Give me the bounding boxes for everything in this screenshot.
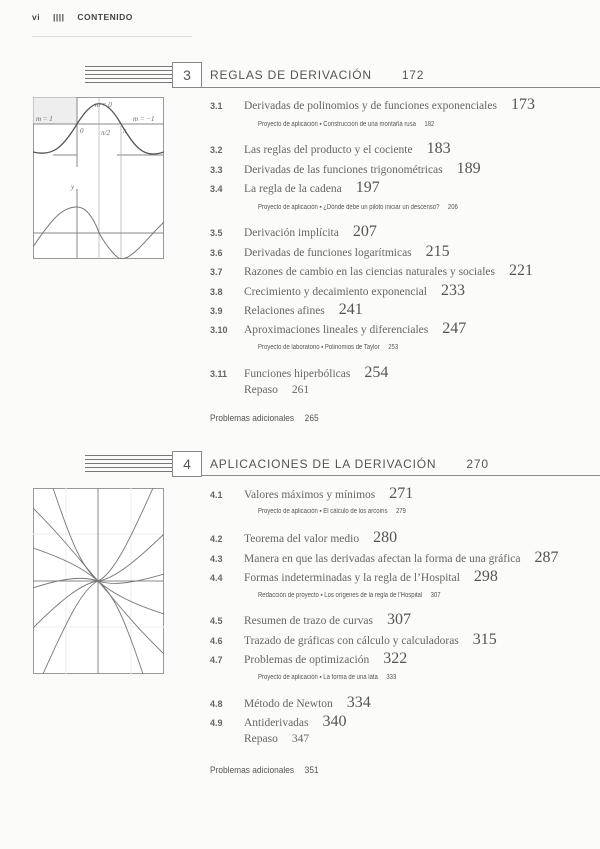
chapter-number: 3 bbox=[172, 62, 202, 88]
entry-title: Trazado de gráficas con cálculo y calculadoras bbox=[244, 635, 459, 647]
section-number: 4.3 bbox=[210, 554, 223, 564]
chapter-title bbox=[210, 68, 424, 82]
entry-title: Derivadas de funciones logarítmicas bbox=[244, 247, 412, 259]
entry-page: 287 bbox=[534, 549, 559, 566]
toc-project-entry bbox=[258, 121, 434, 128]
section-number: 3.8 bbox=[210, 287, 223, 297]
toc-section-entry bbox=[210, 223, 377, 241]
entry-page: 207 bbox=[352, 223, 377, 240]
toc-section-entry bbox=[210, 485, 413, 503]
entry-title: Las reglas del producto y el cociente bbox=[244, 144, 413, 156]
label-zero: 0 bbox=[80, 127, 84, 135]
entry-page: 334 bbox=[346, 694, 371, 711]
entry-page: 254 bbox=[364, 364, 389, 381]
chapter-number: 4 bbox=[172, 451, 202, 477]
entry-title: Crecimiento y decaimiento exponencial bbox=[244, 286, 427, 298]
entry-title: Proyecto de aplicación ▪ Construcción de una montaña rusa bbox=[258, 121, 416, 128]
entry-page: 280 bbox=[373, 529, 398, 546]
toc-review-entry bbox=[244, 384, 309, 396]
entry-title: Repaso bbox=[244, 384, 278, 396]
toc-section-entry bbox=[210, 320, 466, 338]
section-number: 4.1 bbox=[210, 490, 223, 500]
toc-section-entry bbox=[210, 140, 451, 158]
section-number: 4.2 bbox=[210, 534, 223, 544]
entry-page: 279 bbox=[395, 508, 406, 515]
entry-page: 183 bbox=[426, 140, 451, 157]
entry-title: Proyecto de aplicación ▪ ¿Dónde debe un piloto iniciar un descenso? bbox=[258, 204, 440, 211]
entry-page: 265 bbox=[304, 413, 319, 424]
entry-page: 261 bbox=[291, 384, 310, 396]
entry-page: 215 bbox=[425, 243, 450, 260]
entry-title: Problemas adicionales bbox=[210, 413, 295, 424]
entry-title: Derivación implícita bbox=[244, 227, 339, 239]
entry-title: Teorema del valor medio bbox=[244, 533, 360, 545]
entry-page: 307 bbox=[387, 611, 412, 628]
header-separator: |||| bbox=[52, 12, 65, 22]
toc-problems-entry bbox=[210, 765, 319, 776]
section-number: 4.6 bbox=[210, 636, 223, 646]
entry-page: 322 bbox=[383, 650, 408, 667]
entry-title: Antiderivadas bbox=[244, 717, 309, 729]
label-m0: m = 0 bbox=[95, 101, 112, 109]
entry-page: 247 bbox=[442, 320, 467, 337]
entry-page: 271 bbox=[389, 485, 414, 502]
entry-page: 347 bbox=[291, 733, 310, 745]
section-number: 3.1 bbox=[210, 101, 223, 111]
entry-page: 315 bbox=[472, 631, 497, 648]
toc-section-entry bbox=[210, 262, 533, 280]
entry-title: Problemas de optimización bbox=[244, 654, 370, 666]
entry-page: 253 bbox=[388, 344, 399, 351]
entry-title: Resumen de trazo de curvas bbox=[244, 615, 374, 627]
entry-title: Redacción de proyecto ▪ Los orígenes de la regla de l’Hospital bbox=[258, 592, 423, 599]
section-number: 4.8 bbox=[210, 699, 223, 709]
toc-section-entry bbox=[210, 611, 411, 629]
section-number: 3.5 bbox=[210, 228, 223, 238]
entry-title: Proyecto de laboratorio ▪ Polinomios de Taylor bbox=[258, 344, 380, 351]
chapter-3-figure bbox=[33, 97, 164, 259]
toc-project-entry bbox=[258, 204, 458, 211]
entry-page: 340 bbox=[322, 713, 347, 730]
page-number: vi bbox=[32, 12, 41, 22]
entry-page: 197 bbox=[355, 179, 380, 196]
label-y: y bbox=[71, 183, 75, 191]
label-mneg1: m = −1 bbox=[133, 115, 155, 123]
decorative-lines bbox=[85, 66, 173, 86]
chapter-rule bbox=[201, 87, 600, 88]
toc-section-entry bbox=[210, 549, 559, 567]
chapter-page: 172 bbox=[401, 68, 425, 82]
section-number: 3.9 bbox=[210, 306, 223, 316]
section-number: 4.5 bbox=[210, 616, 223, 626]
chapter-page: 270 bbox=[466, 457, 489, 471]
entry-page: 173 bbox=[510, 96, 535, 113]
decorative-lines bbox=[85, 455, 173, 475]
entry-title: Razones de cambio en las ciencias naturales y sociales bbox=[244, 266, 495, 278]
section-number: 3.11 bbox=[210, 369, 228, 379]
entry-page: 233 bbox=[440, 282, 465, 299]
entry-page: 189 bbox=[456, 160, 481, 177]
toc-section-entry bbox=[210, 179, 380, 197]
entry-page: 351 bbox=[304, 765, 319, 776]
toc-project-entry bbox=[258, 508, 406, 515]
entry-title: Aproximaciones lineales y diferenciales bbox=[244, 324, 429, 336]
entry-title: Repaso bbox=[244, 733, 278, 745]
chapter-title-text: REGLAS DE DERIVACIÓN bbox=[210, 68, 372, 82]
label-m1: m = 1 bbox=[36, 115, 53, 123]
toc-section-entry bbox=[210, 529, 397, 547]
section-number: 4.9 bbox=[210, 718, 223, 728]
header-divider bbox=[32, 36, 192, 37]
entry-page: 333 bbox=[386, 674, 397, 681]
entry-title: Formas indeterminadas y la regla de l’Hospital bbox=[244, 572, 460, 584]
section-number: 3.7 bbox=[210, 267, 223, 277]
chapter-4-figure bbox=[33, 488, 164, 674]
label-pi-half: π/2 bbox=[101, 129, 110, 137]
toc-project-entry bbox=[258, 674, 396, 681]
entry-title: Derivadas de polinomios y de funciones exponenciales bbox=[244, 100, 497, 112]
toc-section-entry bbox=[210, 650, 407, 668]
section-number: 3.2 bbox=[210, 145, 223, 155]
chapter-title bbox=[210, 457, 489, 471]
toc-review-entry bbox=[244, 733, 309, 745]
label-pi: π bbox=[123, 127, 127, 135]
section-number: 3.4 bbox=[210, 184, 223, 194]
toc-problems-entry bbox=[210, 413, 319, 424]
toc-section-entry bbox=[210, 243, 450, 261]
chapter-title-text: APLICACIONES DE LA DERIVACIÓN bbox=[210, 457, 437, 471]
entry-page: 241 bbox=[338, 301, 363, 318]
entry-page: 298 bbox=[473, 568, 498, 585]
section-number: 4.7 bbox=[210, 655, 223, 665]
entry-page: 206 bbox=[447, 204, 458, 211]
toc-section-entry bbox=[210, 568, 498, 586]
entry-title: Problemas adicionales bbox=[210, 765, 295, 776]
entry-title: Valores máximos y mínimos bbox=[244, 489, 376, 501]
toc-section-entry bbox=[210, 301, 363, 319]
entry-page: 221 bbox=[508, 262, 533, 279]
entry-page: 182 bbox=[424, 121, 435, 128]
section-number: 3.10 bbox=[210, 325, 228, 335]
entry-title: La regla de la cadena bbox=[244, 183, 342, 195]
toc-section-entry bbox=[210, 694, 371, 712]
header-title: CONTENIDO bbox=[77, 12, 133, 22]
toc-project-entry bbox=[258, 344, 398, 351]
entry-title: Funciones hiperbólicas bbox=[244, 368, 351, 380]
toc-section-entry bbox=[210, 713, 347, 731]
entry-page: 307 bbox=[430, 592, 441, 599]
toc-project-entry bbox=[258, 592, 441, 599]
toc-section-entry bbox=[210, 96, 535, 114]
toc-section-entry bbox=[210, 364, 388, 382]
section-number: 3.3 bbox=[210, 165, 223, 175]
entry-title: Manera en que las derivadas afectan la forma de una gráfica bbox=[244, 553, 521, 565]
running-header bbox=[32, 12, 143, 22]
section-number: 4.4 bbox=[210, 573, 223, 583]
section-number: 3.6 bbox=[210, 248, 223, 258]
entry-title: Relaciones afines bbox=[244, 305, 325, 317]
toc-section-entry bbox=[210, 631, 497, 649]
toc-section-entry bbox=[210, 282, 465, 300]
toc-section-entry bbox=[210, 160, 481, 178]
entry-title: Proyecto de aplicación ▪ La forma de una lata bbox=[258, 674, 378, 681]
chapter-rule bbox=[201, 475, 600, 476]
entry-title: Proyecto de aplicación ▪ El cálculo de los arcoíris bbox=[258, 508, 388, 515]
entry-title: Método de Newton bbox=[244, 698, 333, 710]
entry-title: Derivadas de las funciones trigonométricas bbox=[244, 164, 443, 176]
